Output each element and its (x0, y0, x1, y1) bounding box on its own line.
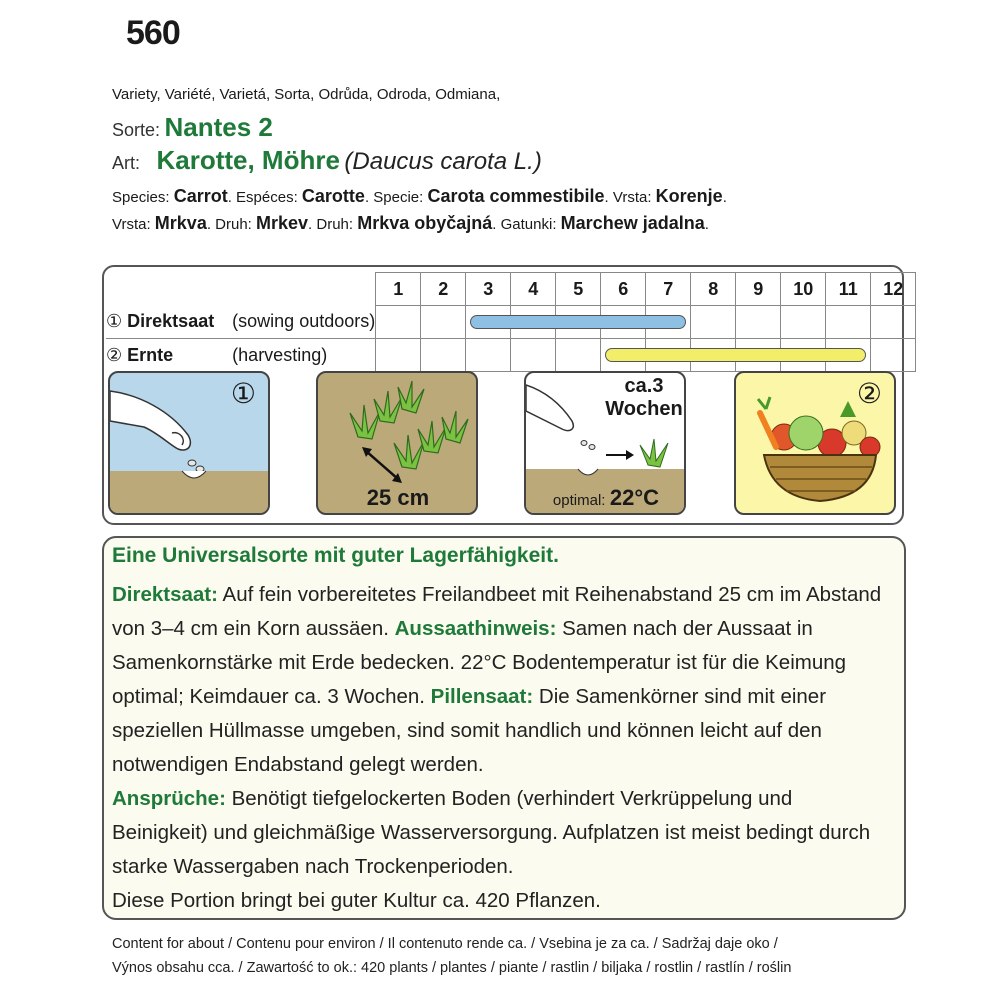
month-1: 1 (376, 273, 421, 306)
variety-label-line: Variety, Variété, Varietá, Sorta, Odrůda, Odroda, Odmiana, (112, 86, 501, 103)
product-number: 560 (126, 14, 180, 52)
tile-germination (524, 371, 686, 515)
calendar-row-harvest: ② Ernte (harvesting) (106, 339, 916, 372)
row-spacing-caption: 25 cm (366, 485, 430, 510)
sowing-period-bar (470, 315, 686, 329)
month-5: 5 (556, 273, 601, 306)
species-line-2: Vrsta: Mrkva. Druh: Mrkev. Druh: Mrkva obyčajná. Gatunki: Marchew jadalna. (112, 213, 709, 233)
germination-weeks: ca.3 Wochen (605, 375, 683, 420)
art-latin: (Daucus carota L.) (344, 148, 542, 175)
tile-4-marker: ② (856, 378, 882, 409)
row-label-sowing: Direktsaat (127, 311, 215, 332)
tile-harvest (734, 371, 896, 515)
month-2: 2 (421, 273, 466, 306)
art-value: Karotte, Möhre (156, 145, 340, 175)
sorte-line (112, 112, 273, 143)
footer-line-1: Content for about / Contenu pour environ / Il contenuto rende ca. / Vsebina je za ca. / Sadržaj daje oko / (112, 936, 778, 952)
footer-line-2: Výnos obsahu cca. / Zawartość to ok.: 420 plants / plantes / piante / rastlin / biljaka / rostlin / rastlín / roślin (112, 960, 792, 976)
info-headline: Eine Universalsorte mit guter Lagerfähigkeit. (112, 544, 559, 567)
sorte-value: Nantes 2 (164, 112, 273, 142)
art-line (112, 145, 542, 176)
month-9: 9 (736, 273, 781, 306)
row-desc-sowing: (sowing outdoors) (232, 311, 376, 332)
month-12: 12 (871, 273, 916, 306)
month-6: 6 (601, 273, 646, 306)
row-desc-harvest: (harvesting) (232, 344, 328, 365)
species-line-1: Species: Carrot. Espéces: Carotte. Specie: Carota commestibile. Vrsta: Korenje. (112, 186, 727, 206)
month-10: 10 (781, 273, 826, 306)
sorte-label: Sorte: (112, 120, 161, 140)
germination-temperature: optimal: 22°C (552, 485, 660, 510)
tile-1-marker: ① (230, 378, 256, 409)
month-11: 11 (826, 273, 871, 306)
calendar-row-sowing: ① Direktsaat (sowing outdoors) (106, 306, 916, 339)
row-label-harvest: Ernte (127, 344, 174, 365)
month-3: 3 (466, 273, 511, 306)
tile-sowing (108, 371, 270, 515)
month-8: 8 (691, 273, 736, 306)
tile-row-spacing (316, 371, 478, 515)
month-4: 4 (511, 273, 556, 306)
art-label: Art: (112, 153, 141, 173)
harvest-period-bar (605, 348, 866, 362)
info-body: Direktsaat: Auf fein vorbereitetes Freilandbeet mit Reihenabstand 25 cm im Abstand von 3–4 cm ein Korn aussäen. Aussaathinweis: Samen nach der Aussaat in Samenkornstärke mit Erde bedecken. 22°C Bodentemperatur ist für die Keimung optimal; Keimdauer ca. 3 Wochen. Pillensaat: Die Samenkörner sind mit einer speziellen Hüllmasse umgeben, sind somit handlich und können leicht auf den notwendigen Endabstand gelegt werden. Ansprüche: Benötigt tiefgelockerten Boden (verhindert Verkrüppelung und Beinigkeit) und gleichmäßige Wasserversorgung. Aufplatzen ist meist bedingt durch starke Wassergaben nach Trockenperioden. Diese Portion bringt bei guter Kultur ca. 420 Pflanzen. (112, 583, 882, 912)
month-7: 7 (646, 273, 691, 306)
